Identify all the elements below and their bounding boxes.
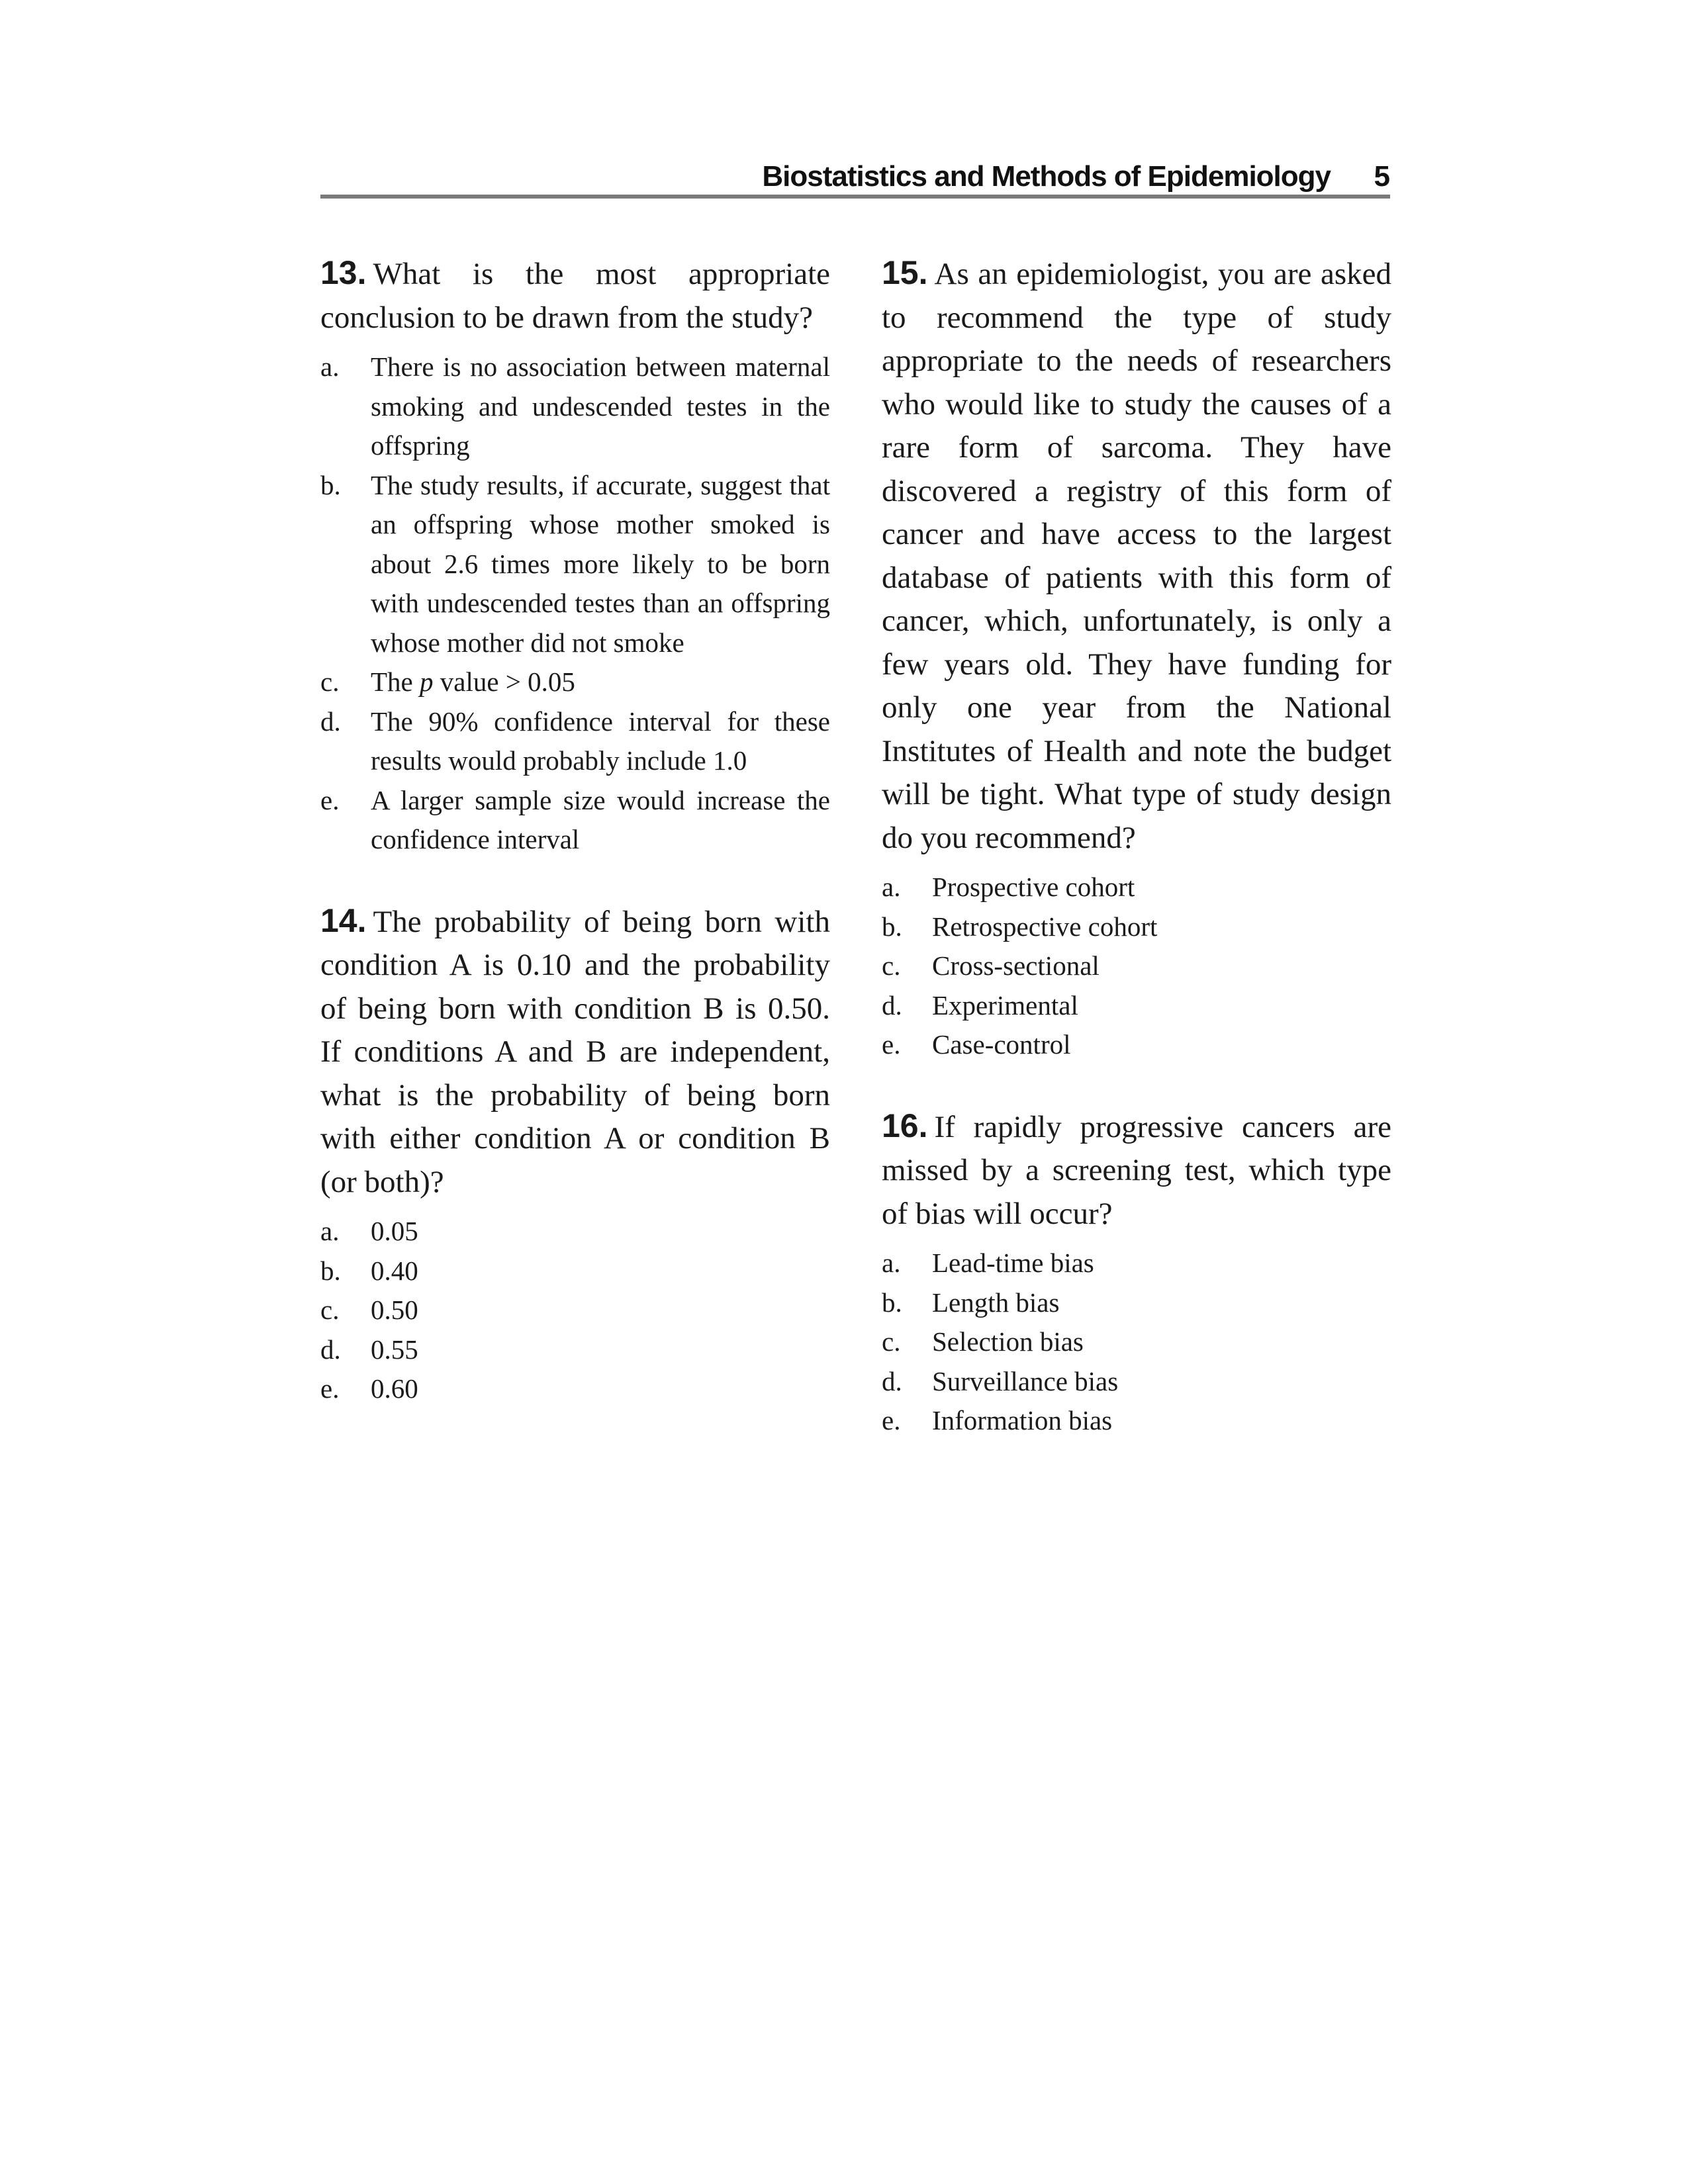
option-text-before: The: [371, 666, 420, 697]
question-stem: [882, 251, 1391, 860]
option-letter: b.: [320, 1255, 341, 1286]
option-letter: d.: [882, 1365, 902, 1396]
answer-option: [882, 1401, 1391, 1441]
question-number: 14.: [320, 901, 367, 939]
answer-option: [882, 1025, 1391, 1065]
option-text: Cross-sectional: [932, 950, 1100, 981]
question-number: 15.: [882, 254, 928, 291]
question-15: [882, 251, 1391, 1065]
option-text: [371, 662, 830, 702]
answer-option: [882, 1322, 1391, 1362]
answer-option: [320, 662, 830, 702]
answer-options: [320, 347, 830, 860]
option-text: Surveillance bias: [932, 1365, 1119, 1396]
left-column: [320, 251, 830, 1449]
option-text: Selection bias: [932, 1326, 1084, 1357]
question-number: 13.: [320, 254, 367, 291]
question-16: [882, 1105, 1391, 1441]
option-text: There is no association between maternal smoking and undescended testes in the offspring: [371, 351, 830, 461]
question-13: [320, 251, 830, 860]
question-stem: [882, 1105, 1391, 1236]
option-letter: a.: [882, 872, 901, 902]
answer-options: [882, 1244, 1391, 1441]
answer-option: [320, 1369, 830, 1409]
answer-option: [320, 1291, 830, 1330]
option-text: Case-control: [932, 1029, 1071, 1060]
option-text: 0.60: [371, 1373, 418, 1404]
option-letter: c.: [320, 666, 340, 697]
option-letter: d.: [320, 705, 341, 737]
question-stem: [320, 251, 830, 340]
question-14: [320, 899, 830, 1409]
answer-option: [320, 702, 830, 781]
answer-options: [320, 1212, 830, 1409]
answer-option: [882, 1244, 1391, 1283]
answer-option: [320, 1330, 830, 1370]
answer-option: [882, 1362, 1391, 1402]
option-letter: d.: [882, 989, 902, 1021]
option-letter: a.: [882, 1248, 901, 1278]
answer-option: [320, 1212, 830, 1251]
answer-option: [882, 946, 1391, 986]
answer-option: [882, 986, 1391, 1026]
question-number: 16.: [882, 1107, 928, 1144]
option-text: A larger sample size would increase the confidence interval: [371, 784, 830, 854]
option-letter: a.: [320, 351, 340, 382]
option-letter: e.: [882, 1029, 901, 1060]
option-letter: b.: [882, 1287, 902, 1318]
option-text: Experimental: [932, 989, 1078, 1021]
option-text: Lead-time bias: [932, 1248, 1094, 1278]
running-header: [320, 158, 1390, 199]
option-letter: b.: [882, 911, 902, 942]
answer-option: [320, 1251, 830, 1291]
option-text: The 90% confidence interval for these results would probably include 1.0: [371, 705, 830, 776]
question-stem: [320, 899, 830, 1205]
option-text: 0.05: [371, 1216, 418, 1246]
option-text: Length bias: [932, 1287, 1060, 1318]
option-letter: e.: [882, 1405, 901, 1435]
question-text: What is the most appropriate conclusion to be drawn from the study?: [320, 257, 830, 335]
question-text: As an epidemiologist, you are asked to recommend the type of study appropriate to the needs of researchers who would like to study the causes of a rare form of sarcoma. They have discovered a registry of this form of cancer and have access to the largest database of patients with this form of cancer, which, unfortunately, is only a few years old. They have funding for only one year from the National Institutes of Health and note the budget will be tight. What type of study design do you recommend?: [882, 257, 1391, 855]
option-text: 0.40: [371, 1255, 418, 1286]
answer-option: [882, 907, 1391, 947]
p-italic: p: [420, 666, 434, 697]
answer-option: [320, 781, 830, 860]
option-letter: c.: [320, 1295, 340, 1325]
header-title: Biostatistics and Methods of Epidemiology: [762, 160, 1331, 193]
answer-option: [320, 466, 830, 663]
option-letter: b.: [320, 469, 341, 500]
answer-option: [320, 347, 830, 466]
option-text: Information bias: [932, 1405, 1113, 1435]
option-letter: a.: [320, 1216, 340, 1246]
option-text: Prospective cohort: [932, 872, 1135, 902]
option-text-after: value > 0.05: [433, 666, 575, 697]
answer-option: [882, 868, 1391, 907]
option-letter: d.: [320, 1334, 341, 1365]
option-letter: e.: [320, 784, 340, 815]
answer-option: [882, 1283, 1391, 1323]
answer-options: [882, 868, 1391, 1065]
right-column: [882, 251, 1391, 1480]
question-text: The probability of being born with condition A is 0.10 and the probability of being born with condition B is 0.50. If conditions A and B are independent, what is the probability of being born with either condition A or condition B (or both)?: [320, 904, 830, 1199]
question-text: If rapidly progressive cancers are missed by a screening test, which type of bias will occur?: [882, 1109, 1391, 1231]
option-letter: c.: [882, 950, 901, 981]
option-letter: c.: [882, 1326, 901, 1357]
option-letter: e.: [320, 1373, 340, 1404]
option-text: 0.55: [371, 1334, 418, 1365]
option-text: Retrospective cohort: [932, 911, 1158, 942]
option-text: The study results, if accurate, suggest that an offspring whose mother smoked is about 2.6 times more likely to be born with undescended testes than an offspring whose mother did not smoke: [371, 469, 830, 658]
page-number: 5: [1374, 160, 1390, 193]
option-text: 0.50: [371, 1295, 418, 1325]
